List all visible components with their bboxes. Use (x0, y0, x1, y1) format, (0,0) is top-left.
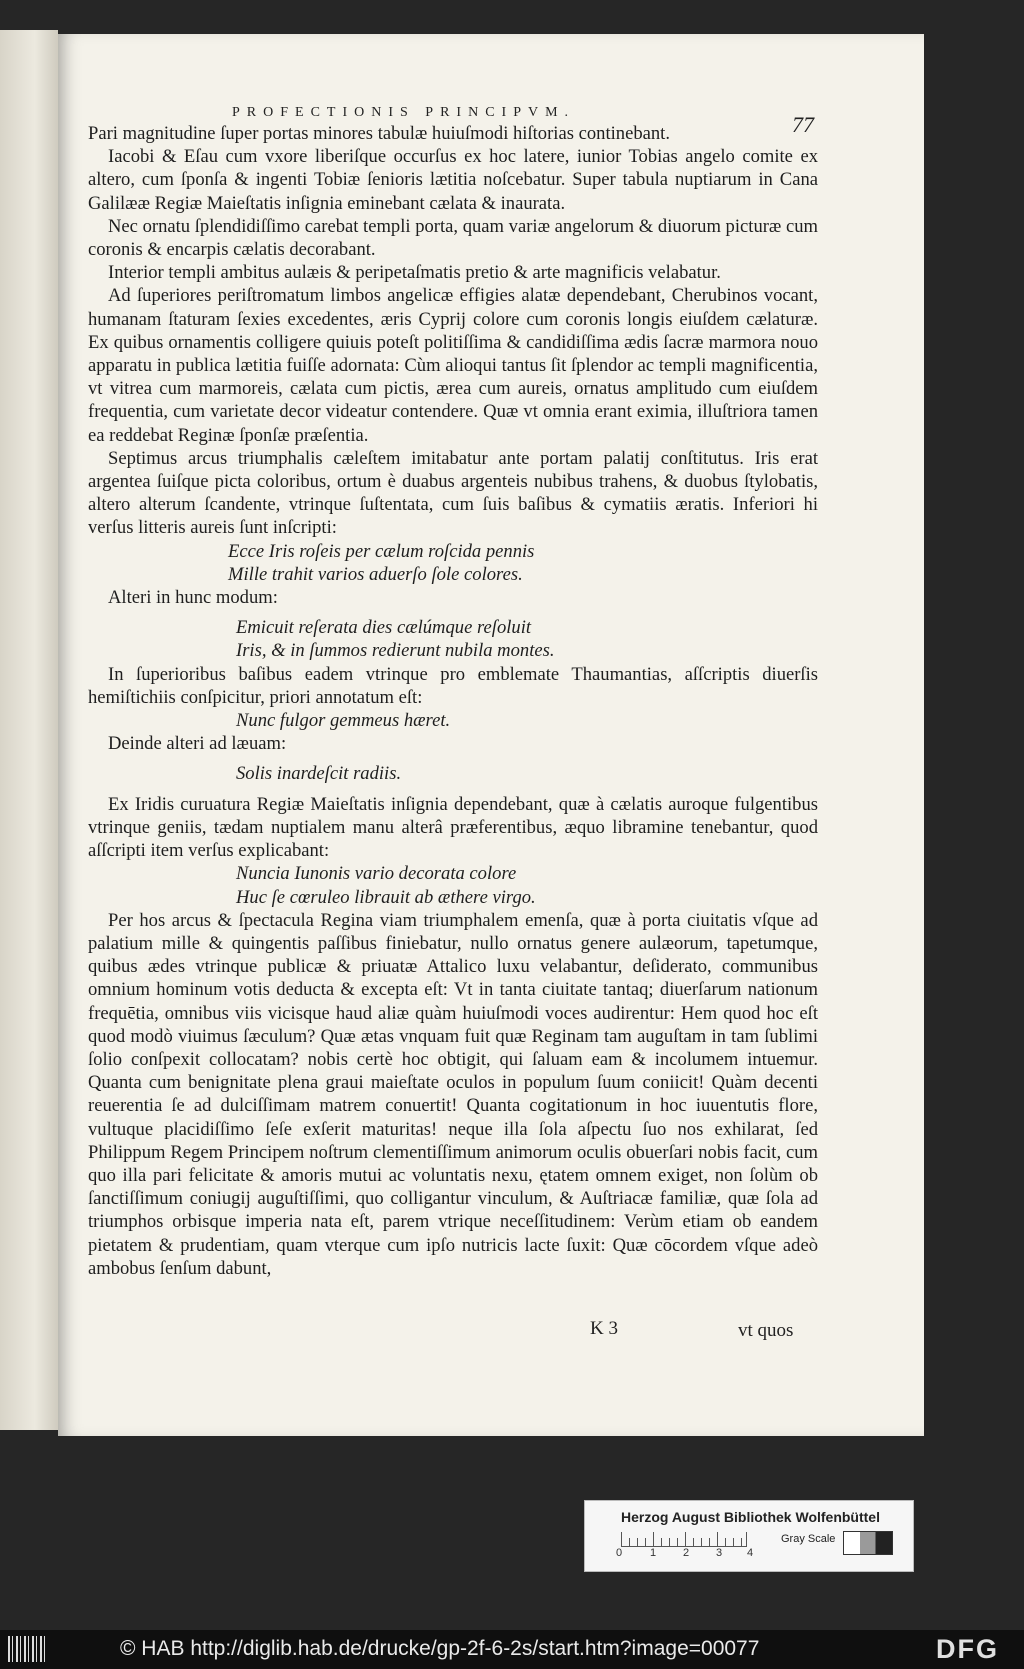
gray-scale-swatch (843, 1531, 893, 1555)
page-text (88, 122, 818, 1280)
paragraph: Deinde alteri ad læuam: (108, 733, 287, 755)
page-number: 77 (792, 112, 814, 137)
signature-mark: K 3 (590, 1318, 618, 1339)
ruler-scale (621, 1532, 747, 1547)
paragraph: Alteri in hunc modum: (108, 587, 278, 609)
paragraph: Iacobi & Eſau cum vxore liberiſque occurſus ex hoc latere, iunior Tobias angelo comite ex altero, cum ſponſa & ingenti Tobiæ ſenioris lætitia noſcebatur. Super tabula nuptiarum in Cana Galilææ Regiæ Maieſtatis inſignia eminebant cælata & inaurata. (88, 146, 818, 214)
verse-line: Emicuit reſerata dies cælúmque reſoluit (236, 617, 532, 639)
copyright-url[interactable]: © HAB http://diglib.hab.de/drucke/gp-2f-6-2s/start.htm?image=00077 (120, 1637, 760, 1660)
paragraph: Ad ſuperiores periſtromatum limbos angelicæ effigies alatæ dependebant, Cherubinos vocant, humanam ſtaturam ſexies excedentes, æris Cyprij colore cum coronis longis eiuſdem cælaturæ. Ex quibus ornamentis colligere quiuis poteſt politiſſima & candidiſſima ædis ſacræ marmora nouo apparatu in publica lætitia fuiſſe adornata: Cùm alioqui tantus ſit ſplendor ac templi magnificentia, vt vitrea cum marmoreis, cælata cum pictis, ærea cum aureis, ornatus amplitudo cum eiuſdem frequentia, cum varietate decor videatur contendere. Quæ vt omnia erant eximia, illuſtriora tamen ea reddebat Reginæ ſponſæ præſentia. (88, 285, 818, 446)
paragraph: Per hos arcus & ſpectacula Regina viam triumphalem emenſa, quæ à porta ciuitatis vſque ad palatium mille & quingentis paſſibus finiebatur, nullo ornatus genere aulæorum, tapetumque, quibus ædes vtrinque publicæ & priuatæ Attalico luxu velabantur, deſiderato, communibus omnium hominum votis deducta & excepta eſt: Vt in tanta ciuitate tantaq; diuerſarum nationum frequētia, omnibus viis vicisque haud aliæ quàm huiuſmodi voces audirentur: Hem quod hoc eſt quod modò viuimus ſæculum? Quæ ætas vnquam fuit quæ Reginam tam auguſtam in tam ſublimi ſolio conſpexit collocatam? nobis certè hoc obtigit, qui ſaluam eam & incolumem intuemur. Quanta cum benignitate plena graui maieſtate oculos in populum ſuum coniicit! Quàm decenti reuerentia ſe ad dulciſſimam matrem conuertit! Quanta cogitationum in hoc iuuentutis flore, vultuque placidiſſimo ſeſe exſerit maturitas! neque illa ſola aſpectu ſuo nos exhilarat, ſed Philippum Regem Principem noſtrum clementiſſimum animorum oculis obuerſari nobis facit, cum quo illa pari felicitate & amoris mutui ac voluntatis nexu, ętatem omnem exiget, non ſolùm ob ſanctiſſimum coniugij auguſtiſſimi, quo colligantur vinculum, & Auſtriacæ familiæ, quæ ſola ad triumphos orbisque imperia nata eſt, parem vtrique neceſſitudinem: Verùm etiam ob eandem pietatem & prudentiam, quam vterque cum ipſo nutricis lacte ſuxit: Quæ cōcordem vſque adeò ambobus ſenſum dabunt, (88, 909, 818, 1279)
catchword: vt quos (738, 1320, 794, 1341)
verse-line: Nunc fulgor gemmeus hæret. (236, 710, 451, 732)
library-name: Herzog August Bibliothek Wolfenbüttel (621, 1509, 880, 1525)
paragraph: In ſuperioribus baſibus eadem vtrinque pro emblemate Thaumantias, aſſcriptis diuerſis hemiſtichiis conſpicitur, priori annotatum eſt: (88, 663, 818, 708)
footer-bar (0, 1630, 1024, 1669)
verse-line: Mille trahit varios aduerſo ſole colores. (228, 563, 523, 585)
ruler-number: 2 (683, 1547, 690, 1559)
paragraph: Nec ornatu ſplendidiſſimo carebat templi porta, quam variæ angelorum & diuorum picturæ cum coronis & encarpis cælatis decorabant. (88, 215, 818, 261)
verse-line: Solis inardeſcit radiis. (236, 763, 402, 785)
previous-page-edge (0, 30, 58, 1430)
verse-line: Huc ſe cœruleo librauit ab æthere virgo. (236, 886, 536, 908)
paragraph: Interior templi ambitus aulæis & peripetaſmatis pretio & arte magnificis velabatur. (108, 262, 721, 284)
ruler-number: 0 (616, 1547, 623, 1559)
running-head: PROFECTIONIS PRINCIPVM. (232, 105, 576, 120)
verse-line: Iris, & in ſummos redierunt nubila montes. (236, 640, 555, 662)
library-color-card (584, 1500, 914, 1572)
ruler-number: 3 (716, 1547, 723, 1559)
ruler-number: 4 (747, 1547, 754, 1559)
barcode-icon (8, 1636, 48, 1662)
ruler-number: 1 (650, 1547, 657, 1559)
dfg-logo: DFG (936, 1634, 999, 1664)
paragraph: Pari magnitudine ſuper portas minores tabulæ huiuſmodi hiſtorias continebant. (88, 123, 670, 144)
paragraph: Ex Iridis curuatura Regiæ Maieſtatis inſignia dependebant, quæ à cælatis auroque fulgentibus vtrinque geniis, tædam nuptialem manu alterâ præferentibus, æquo libramine tenebantur, quod aſſcripti item verſus explicabant: (88, 793, 818, 862)
paragraph: Septimus arcus triumphalis cæleſtem imitabatur ante portam palatij conſtitutus. Iris erat argentea ſuiſque picta coloribus, ortum è duabus argenteis nubibus trahens, & duobus ſtylobatis, altero alterum ſcandente, vtrinque ſuſtentata, cum ſuis baſibus & cymatiis æratis. Inferiori hi verſus litteris aureis ſunt inſcripti: (88, 447, 818, 539)
gray-scale-label: Gray Scale (781, 1533, 836, 1545)
verse-line: Nuncia Iunonis vario decorata colore (236, 863, 517, 885)
verse-line: Ecce Iris roſeis per cælum roſcida pennis (228, 540, 535, 562)
